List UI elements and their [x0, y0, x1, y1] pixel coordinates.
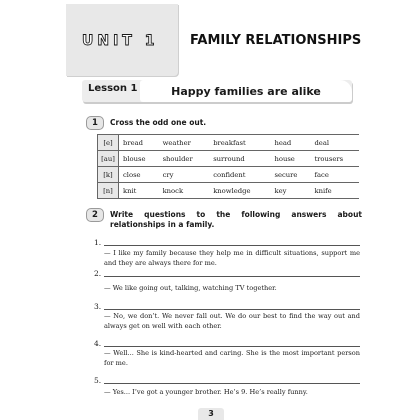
- word-cell[interactable]: breakfast: [209, 135, 270, 151]
- phoneme-cell: [e]: [98, 135, 119, 151]
- answer-line[interactable]: [104, 245, 360, 246]
- exercise-1-instruction: Cross the odd one out.: [110, 118, 207, 127]
- word-cell[interactable]: knife: [310, 183, 359, 199]
- answer-text: — No, we don’t. We never fall out. We do our best to find the way out and always get on well with each other.: [104, 312, 360, 330]
- word-cell[interactable]: secure: [270, 167, 310, 183]
- word-cell[interactable]: knock: [159, 183, 210, 199]
- answer-text: — We like going out, talking, watching TV together.: [104, 284, 277, 292]
- word-cell[interactable]: key: [270, 183, 310, 199]
- answer-line[interactable]: [104, 276, 360, 277]
- word-cell[interactable]: head: [270, 135, 310, 151]
- exercise-2-number: 2: [86, 208, 104, 222]
- phoneme-cell: [au]: [98, 151, 119, 167]
- word-cell[interactable]: blouse: [119, 151, 159, 167]
- unit-label: UNIT 1: [82, 33, 159, 49]
- table-row: [98, 183, 360, 199]
- question-number: 5.: [94, 376, 102, 385]
- question-number: 3.: [94, 302, 102, 311]
- word-cell[interactable]: shoulder: [159, 151, 210, 167]
- word-cell[interactable]: surround: [209, 151, 270, 167]
- lesson-tag: Lesson 1: [88, 83, 138, 94]
- word-cell[interactable]: knit: [119, 183, 159, 199]
- word-cell[interactable]: bread: [119, 135, 159, 151]
- answer-text: — Yes... I’ve got a younger brother. He’s 9. He’s really funny.: [104, 388, 308, 396]
- question-number: 2.: [94, 269, 102, 278]
- sounds-table: [97, 134, 359, 199]
- word-cell[interactable]: confident: [209, 167, 270, 183]
- word-cell[interactable]: house: [270, 151, 310, 167]
- table-row: [98, 135, 360, 151]
- word-cell[interactable]: trousers: [310, 151, 359, 167]
- table-row: [98, 167, 360, 183]
- lesson-title: Happy families are alike: [140, 80, 352, 102]
- word-cell[interactable]: close: [119, 167, 159, 183]
- answer-line[interactable]: [104, 383, 360, 384]
- word-cell[interactable]: deal: [310, 135, 359, 151]
- word-cell[interactable]: knowledge: [209, 183, 270, 199]
- answer-line[interactable]: [104, 309, 360, 310]
- word-cell[interactable]: cry: [159, 167, 210, 183]
- exercise-1-number: 1: [86, 116, 104, 130]
- page-number: 3: [198, 408, 224, 420]
- unit-title: FAMILY RELATIONSHIPS: [190, 33, 362, 48]
- word-cell[interactable]: weather: [159, 135, 210, 151]
- phoneme-cell: [n]: [98, 183, 119, 199]
- exercise-2-instruction: Write questions to the following answers about relationships in a family.: [110, 210, 362, 229]
- word-cell[interactable]: face: [310, 167, 359, 183]
- table-row: [98, 151, 360, 167]
- question-number: 1.: [94, 238, 102, 247]
- answer-text: — Well... She is kind-hearted and caring. She is the most important person for me.: [104, 349, 360, 367]
- answer-line[interactable]: [104, 346, 360, 347]
- phoneme-cell: [k]: [98, 167, 119, 183]
- answer-text: — I like my family because they help me in difficult situations, support me and they are always there for me.: [104, 249, 360, 267]
- question-number: 4.: [94, 339, 102, 348]
